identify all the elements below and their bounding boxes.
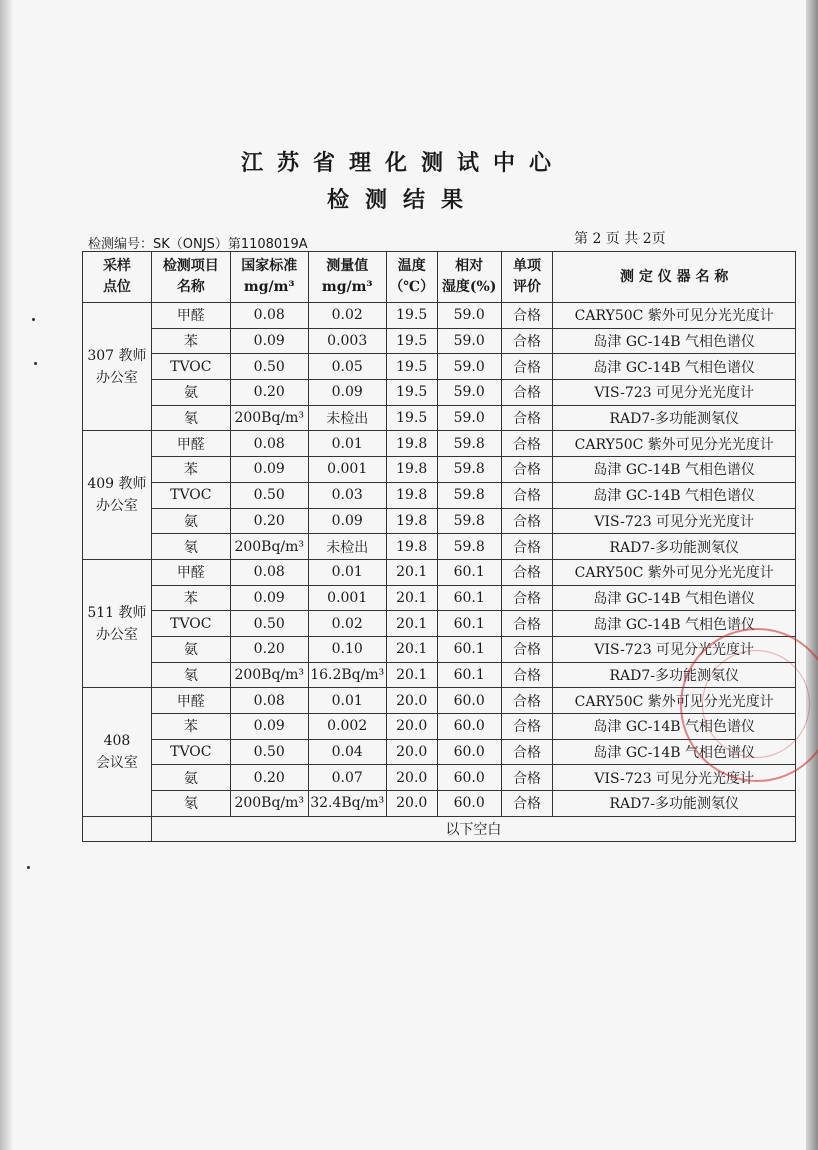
temperature-cell: 20.0	[386, 714, 437, 740]
measured-cell: 未检出	[308, 534, 386, 560]
item-cell: 氡	[151, 662, 230, 688]
humidity-cell: 59.0	[437, 380, 501, 406]
standard-cell: 0.08	[230, 688, 308, 714]
item-cell: 甲醛	[151, 431, 230, 457]
humidity-cell: 60.1	[437, 611, 501, 637]
humidity-cell: 60.0	[437, 791, 501, 817]
table-row	[83, 380, 796, 406]
standard-cell: 0.08	[230, 431, 308, 457]
humidity-cell: 59.0	[437, 354, 501, 380]
item-cell: TVOC	[151, 354, 230, 380]
humidity-cell: 59.8	[437, 534, 501, 560]
location-line: 会议室	[95, 755, 138, 772]
table-row	[83, 431, 796, 457]
evaluation-cell: 合格	[501, 791, 553, 817]
humidity-cell: 59.8	[437, 508, 501, 534]
header-standard-line2: mg/m³	[243, 279, 295, 295]
test-number: 检测编号：SK（ONJS）第1108019A	[88, 237, 308, 252]
header-evaluation	[501, 252, 553, 303]
temperature-cell: 19.5	[386, 328, 437, 354]
document-title: 江苏省理化测试中心	[240, 150, 565, 176]
item-cell: 氡	[151, 791, 230, 817]
table-row	[83, 611, 796, 637]
measured-cell: 0.09	[308, 508, 386, 534]
header-humidity	[437, 252, 501, 303]
item-cell: TVOC	[151, 611, 230, 637]
measured-cell: 0.04	[308, 739, 386, 765]
scan-right-edge	[806, 0, 818, 1150]
item-cell: 氡	[151, 405, 230, 431]
item-cell: TVOC	[151, 739, 230, 765]
standard-cell: 0.50	[230, 611, 308, 637]
location-cell	[83, 431, 152, 559]
evaluation-cell: 合格	[501, 688, 553, 714]
scan-speck	[34, 362, 37, 365]
header-temperature-line2: （℃）	[389, 279, 435, 295]
temperature-cell: 19.5	[386, 303, 437, 329]
evaluation-cell: 合格	[501, 482, 553, 508]
table-row	[83, 482, 796, 508]
evaluation-cell: 合格	[501, 611, 553, 637]
results-table	[82, 251, 796, 842]
table-row	[83, 791, 796, 817]
temperature-cell: 20.0	[386, 739, 437, 765]
item-cell: TVOC	[151, 482, 230, 508]
evaluation-cell: 合格	[501, 457, 553, 483]
temperature-cell: 20.0	[386, 765, 437, 791]
humidity-cell: 60.0	[437, 739, 501, 765]
item-cell: 甲醛	[151, 688, 230, 714]
instrument-cell: CARY50C 紫外可见分光光度计	[553, 303, 796, 329]
header-temperature-line1: 温度	[397, 258, 426, 274]
header-measured-line1: 测量值	[326, 258, 369, 274]
temperature-cell: 19.8	[386, 508, 437, 534]
table-row	[83, 457, 796, 483]
measured-cell: 0.001	[308, 457, 386, 483]
table-row	[83, 534, 796, 560]
table-row	[83, 636, 796, 662]
item-cell: 氨	[151, 765, 230, 791]
humidity-cell: 60.0	[437, 765, 501, 791]
humidity-cell: 59.0	[437, 328, 501, 354]
instrument-cell: 岛津 GC-14B 气相色谱仪	[553, 328, 796, 354]
temperature-cell: 20.0	[386, 688, 437, 714]
header-item-line1: 检测项目	[162, 258, 219, 274]
temperature-cell: 20.1	[386, 662, 437, 688]
measured-cell: 32.4Bq/m³	[308, 791, 386, 817]
table-row	[83, 714, 796, 740]
evaluation-cell: 合格	[501, 380, 553, 406]
measured-cell: 0.01	[308, 431, 386, 457]
item-cell: 氨	[151, 380, 230, 406]
header-location-line2: 点位	[102, 279, 131, 295]
item-cell: 氡	[151, 534, 230, 560]
location-line: 办公室	[95, 369, 138, 386]
measured-cell: 0.05	[308, 354, 386, 380]
results-body	[83, 303, 796, 817]
standard-cell: 0.09	[230, 457, 308, 483]
humidity-cell: 59.0	[437, 303, 501, 329]
humidity-cell: 60.1	[437, 636, 501, 662]
standard-cell: 200Bq/m³	[230, 405, 308, 431]
standard-cell: 0.09	[230, 714, 308, 740]
evaluation-cell: 合格	[501, 303, 553, 329]
evaluation-cell: 合格	[501, 431, 553, 457]
header-measured-line2: mg/m³	[321, 279, 373, 295]
instrument-cell: 岛津 GC-14B 气相色谱仪	[553, 739, 796, 765]
temperature-cell: 20.1	[386, 559, 437, 585]
measured-cell: 0.003	[308, 328, 386, 354]
measured-cell: 0.002	[308, 714, 386, 740]
humidity-cell: 60.0	[437, 714, 501, 740]
temperature-cell: 20.0	[386, 791, 437, 817]
instrument-cell: 岛津 GC-14B 气相色谱仪	[553, 482, 796, 508]
header-measured	[308, 252, 386, 303]
humidity-cell: 60.0	[437, 688, 501, 714]
instrument-cell: RAD7-多功能测氡仪	[553, 791, 796, 817]
location-line: 409 教师	[87, 476, 147, 493]
item-cell: 苯	[151, 328, 230, 354]
table-row	[83, 662, 796, 688]
standard-cell: 200Bq/m³	[230, 662, 308, 688]
measured-cell: 0.02	[308, 303, 386, 329]
instrument-cell: 岛津 GC-14B 气相色谱仪	[553, 457, 796, 483]
measured-cell: 0.01	[308, 688, 386, 714]
instrument-cell: RAD7-多功能测氡仪	[553, 405, 796, 431]
location-cell	[83, 688, 152, 816]
location-line: 办公室	[95, 626, 138, 643]
temperature-cell: 19.8	[386, 457, 437, 483]
measured-cell: 0.02	[308, 611, 386, 637]
measured-cell: 0.001	[308, 585, 386, 611]
item-cell: 甲醛	[151, 559, 230, 585]
standard-cell: 0.08	[230, 303, 308, 329]
evaluation-cell: 合格	[501, 328, 553, 354]
humidity-cell: 59.0	[437, 405, 501, 431]
header-item-line2: 名称	[176, 279, 205, 295]
temperature-cell: 19.8	[386, 431, 437, 457]
header-evaluation-line1: 单项	[513, 258, 542, 274]
location-line: 511 教师	[87, 604, 147, 621]
humidity-cell: 59.8	[437, 457, 501, 483]
evaluation-cell: 合格	[501, 405, 553, 431]
item-cell: 苯	[151, 457, 230, 483]
measured-cell: 0.07	[308, 765, 386, 791]
instrument-cell: RAD7-多功能测氡仪	[553, 662, 796, 688]
table-row	[83, 328, 796, 354]
footer-empty-cell	[83, 816, 152, 842]
location-line: 307 教师	[87, 347, 147, 364]
location-cell	[83, 303, 152, 431]
instrument-cell: 岛津 GC-14B 气相色谱仪	[553, 585, 796, 611]
evaluation-cell: 合格	[501, 662, 553, 688]
table-row	[83, 765, 796, 791]
header-humidity-line1: 相对	[455, 258, 484, 274]
humidity-cell: 59.8	[437, 482, 501, 508]
measured-cell: 16.2Bq/m³	[308, 662, 386, 688]
evaluation-cell: 合格	[501, 636, 553, 662]
instrument-cell: 岛津 GC-14B 气相色谱仪	[553, 611, 796, 637]
instrument-cell: VIS-723 可见分光光度计	[553, 508, 796, 534]
standard-cell: 0.20	[230, 380, 308, 406]
temperature-cell: 19.5	[386, 380, 437, 406]
temperature-cell: 19.5	[386, 354, 437, 380]
evaluation-cell: 合格	[501, 714, 553, 740]
standard-cell: 0.50	[230, 482, 308, 508]
evaluation-cell: 合格	[501, 739, 553, 765]
evaluation-cell: 合格	[501, 508, 553, 534]
location-cell	[83, 559, 152, 687]
humidity-cell: 59.8	[437, 431, 501, 457]
header-instrument: 测 定 仪 器 名 称	[553, 252, 796, 303]
table-row	[83, 585, 796, 611]
temperature-cell: 20.1	[386, 611, 437, 637]
instrument-cell: CARY50C 紫外可见分光光度计	[553, 431, 796, 457]
instrument-cell: VIS-723 可见分光光度计	[553, 380, 796, 406]
footer-row	[83, 816, 796, 842]
instrument-cell: RAD7-多功能测氡仪	[553, 534, 796, 560]
humidity-cell: 60.1	[437, 559, 501, 585]
location-line: 408	[103, 733, 131, 750]
standard-cell: 200Bq/m³	[230, 534, 308, 560]
standard-cell: 0.09	[230, 585, 308, 611]
header-item	[151, 252, 230, 303]
evaluation-cell: 合格	[501, 585, 553, 611]
instrument-cell: 岛津 GC-14B 气相色谱仪	[553, 714, 796, 740]
item-cell: 甲醛	[151, 303, 230, 329]
table-row	[83, 508, 796, 534]
header-temperature	[386, 252, 437, 303]
document-subtitle: 检测结果	[326, 187, 479, 213]
standard-cell: 0.50	[230, 739, 308, 765]
item-cell: 苯	[151, 585, 230, 611]
evaluation-cell: 合格	[501, 765, 553, 791]
measured-cell: 未检出	[308, 405, 386, 431]
standard-cell: 0.20	[230, 508, 308, 534]
instrument-cell: CARY50C 紫外可见分光光度计	[553, 559, 796, 585]
standard-cell: 0.20	[230, 636, 308, 662]
temperature-cell: 20.1	[386, 636, 437, 662]
evaluation-cell: 合格	[501, 534, 553, 560]
header-humidity-line2: 湿度(%)	[441, 279, 497, 295]
item-cell: 氨	[151, 508, 230, 534]
table-row	[83, 405, 796, 431]
table-row	[83, 354, 796, 380]
scan-speck	[27, 866, 30, 869]
humidity-cell: 60.1	[437, 585, 501, 611]
instrument-cell: VIS-723 可见分光光度计	[553, 765, 796, 791]
measured-cell: 0.03	[308, 482, 386, 508]
header-standard	[230, 252, 308, 303]
evaluation-cell: 合格	[501, 559, 553, 585]
measured-cell: 0.01	[308, 559, 386, 585]
standard-cell: 0.20	[230, 765, 308, 791]
standard-cell: 200Bq/m³	[230, 791, 308, 817]
location-line: 办公室	[95, 498, 138, 515]
measured-cell: 0.10	[308, 636, 386, 662]
temperature-cell: 19.8	[386, 482, 437, 508]
header-location-line1: 采样	[102, 258, 131, 274]
item-cell: 苯	[151, 714, 230, 740]
header-evaluation-line2: 评价	[513, 279, 542, 295]
humidity-cell: 60.1	[437, 662, 501, 688]
blank-below-note: 以下空白	[151, 816, 795, 842]
temperature-cell: 19.8	[386, 534, 437, 560]
table-row	[83, 688, 796, 714]
table-row	[83, 739, 796, 765]
page-indicator: 第 2 页 共 2页	[574, 231, 666, 247]
standard-cell: 0.08	[230, 559, 308, 585]
standard-cell: 0.09	[230, 328, 308, 354]
temperature-cell: 19.5	[386, 405, 437, 431]
table-row	[83, 303, 796, 329]
header-row	[83, 252, 796, 303]
evaluation-cell: 合格	[501, 354, 553, 380]
instrument-cell: VIS-723 可见分光光度计	[553, 636, 796, 662]
item-cell: 氨	[151, 636, 230, 662]
table-row	[83, 559, 796, 585]
header-standard-line1: 国家标准	[241, 258, 298, 274]
header-location	[83, 252, 152, 303]
measured-cell: 0.09	[308, 380, 386, 406]
instrument-cell: CARY50C 紫外可见分光光度计	[553, 688, 796, 714]
temperature-cell: 20.1	[386, 585, 437, 611]
standard-cell: 0.50	[230, 354, 308, 380]
scan-speck	[32, 318, 35, 321]
instrument-cell: 岛津 GC-14B 气相色谱仪	[553, 354, 796, 380]
